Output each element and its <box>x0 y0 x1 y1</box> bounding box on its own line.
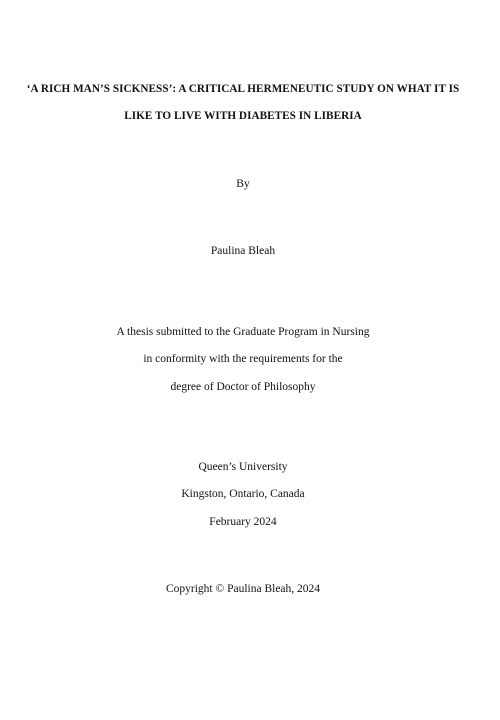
university-location: Kingston, Ontario, Canada <box>181 488 305 500</box>
submission-date: February 2024 <box>209 516 277 528</box>
thesis-title-line-1: ‘A RICH MAN’S SICKNESS’: A CRITICAL HERMENEUTIC STUDY ON WHAT IT IS <box>26 83 460 95</box>
by-label: By <box>236 178 250 190</box>
submission-line-1: A thesis submitted to the Graduate Program in Nursing <box>116 326 370 338</box>
university-name: Queen’s University <box>198 461 288 473</box>
author-name: Paulina Bleah <box>210 245 276 257</box>
thesis-title-line-2: LIKE TO LIVE WITH DIABETES IN LIBERIA <box>124 110 362 122</box>
copyright-notice: Copyright © Paulina Bleah, 2024 <box>165 583 321 595</box>
submission-line-3: degree of Doctor of Philosophy <box>170 381 316 393</box>
submission-line-2: in conformity with the requirements for the <box>143 353 343 365</box>
